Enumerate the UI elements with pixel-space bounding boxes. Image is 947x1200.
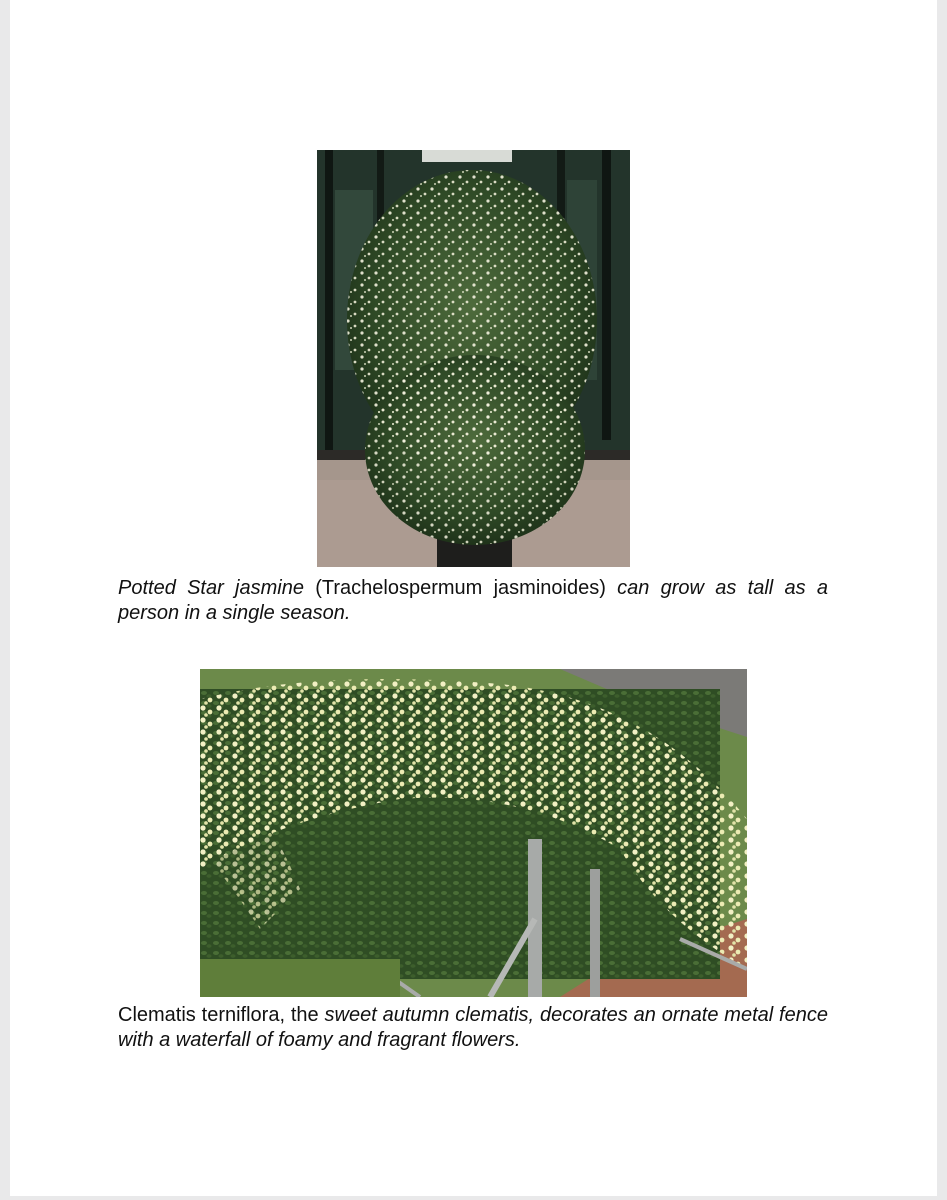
clematis-caption — [118, 1003, 828, 1053]
caption-botanical-name: (Trachelospermum jasminoides) — [303, 577, 618, 599]
caption-botanical-name: Clematis terniflora, the — [118, 1004, 325, 1026]
caption-italic-text: Potted Star jasmine — [118, 577, 304, 599]
star-jasmine-caption — [118, 576, 828, 626]
document-page — [10, 0, 937, 1196]
clematis-fence-photo — [200, 669, 747, 997]
caption-italic-text: sweet autumn clematis, decorates an ornate metal fence with a waterfall of foamy and fragrant flowers. — [118, 1004, 828, 1051]
star-jasmine-photo — [317, 150, 630, 567]
caption-italic-text: can grow as tall as a person in a single season. — [118, 577, 829, 624]
